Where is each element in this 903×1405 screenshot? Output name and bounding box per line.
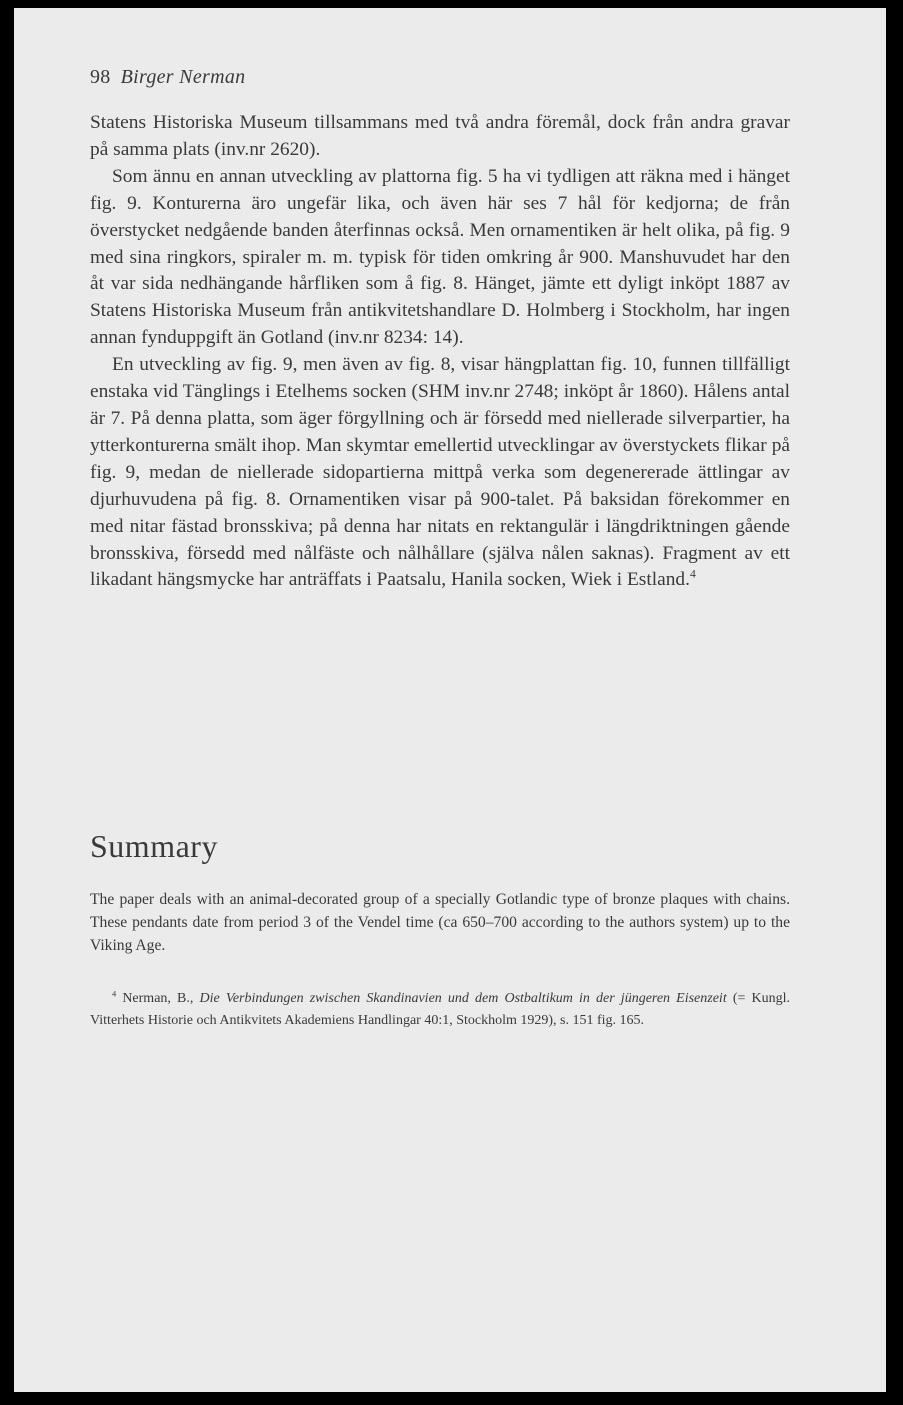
- book-page: [14, 8, 886, 1392]
- footnote: [90, 988, 790, 1032]
- paragraph-3: [90, 352, 790, 594]
- page-number: 98: [90, 66, 111, 88]
- footnote-reference: 4: [689, 567, 696, 581]
- running-header: [90, 66, 245, 89]
- summary-heading: Summary: [90, 828, 218, 864]
- paragraph-1: Statens Historiska Museum tillsammans med två andra föremål, dock från andra gravar på samma plats (inv.nr 2620).: [90, 112, 790, 160]
- footnote-rest: (= Kungl. Vitterhets Historie och Antikvitets Akademiens Handlingar 40:1, Stockholm 1929), s. 151 fig. 165.: [90, 991, 791, 1028]
- running-author: Birger Nerman: [120, 66, 246, 88]
- footnote-title: Die Verbindungen zwischen Skandinavien und dem Ostbaltikum in der jüngeren Eisenzeit: [199, 991, 727, 1006]
- paragraph-2: Som ännu en annan utveckling av plattorna fig. 5 ha vi tydligen att räkna med i hänget fig. 9. Konturerna äro ungefär lika, och även här ses 7 hål för kedjorna; de från överstycket nedgående banden återfinnas också. Men ornamentiken är helt olika, på fig. 9 med sina ringkors, spiraler m. m. typisk för tiden omkring år 900. Manshuvudet har den åt var sida nedhängande hårfliken som å fig. 8. Hänget, jämte ett dyligt inköpt 1887 av Statens Historiska Museum från antikvitetshandlare D. Holmberg i Stockholm, har ingen annan fynduppgift än Gotland (inv.nr 8234: 14).: [90, 165, 790, 349]
- paragraph-3-text: En utveckling av fig. 9, men även av fig. 8, visar hängplattan fig. 10, funnen tillfälligt enstaka vid Tänglings i Etelhems socken (SHM inv.nr 2748; inköpt år 1860). Hålens antal är 7. På denna platta, som äger förgyllning och är försedd med niellerade silverpartier, ha ytterkonturerna smält ihop. Man skymtar emellertid utvecklingar av överstyckets flikar på fig. 9, medan de niellerade sidopartierna mittpå verka som degenererade ättlingar av djurhuvudena på fig. 8. Ornamentiken visar på 900-talet. På baksidan förekommer en med nitar fästad bronsskiva; på denna har nitats en rektangulär i längdriktningen gående bronsskiva, försedd med nålfäste och nålhållare (själva nålen saknas). Fragment av ett likadant hängsmycke har anträffats i Paatsalu, Hanila socken, Wiek i Estland.: [90, 354, 790, 591]
- footnote-mark: 4: [112, 989, 117, 999]
- body-text: [90, 110, 790, 594]
- footnote-author: Nerman, B.,: [122, 991, 194, 1006]
- summary-text: The paper deals with an animal-decorated group of a specially Gotlandic type of bronze plaques with chains. These pendants date from period 3 of the Vendel time (ca 650–700 according to the authors system) up to the Viking Age.: [90, 891, 790, 954]
